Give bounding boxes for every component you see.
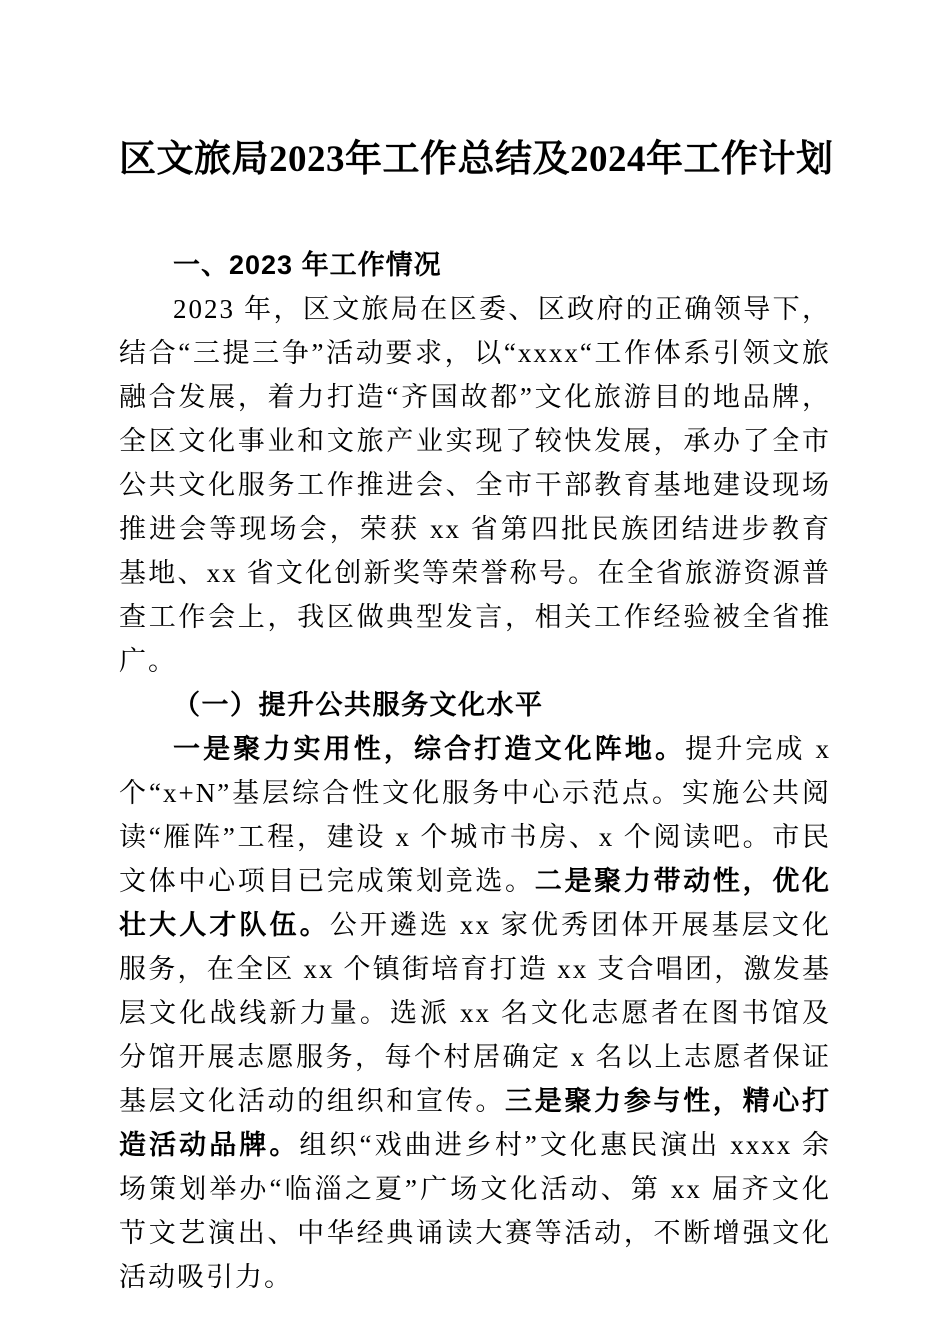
subsection-paragraph — [119, 727, 831, 1299]
text-run: 组织“戏曲进乡村”文化惠民演出 xxxx 余场策划举办“临淄之夏”广场文化活动、第 xx 届齐文化节文艺演出、中华经典诵读大赛等活动，不断增强文化活动吸引力。 — [119, 1130, 832, 1292]
emphasis-run: 一是聚力实用性，综合打造文化阵地。 — [173, 734, 686, 764]
text-run: 公开遴选 xx 家优秀团体开展基层文化服务，在全区 xx 个镇街培育打造 xx 支合唱团，激发基层文化战线新力量。选派 xx 名文化志愿者在图书馆及分馆开展志愿服务，每个村居确定 x 名以上志愿者保证基层文化活动的组织和宣传。 — [119, 910, 832, 1116]
emphasis-run: 二是聚力带动性，优化壮大人才队伍。 — [119, 866, 832, 940]
document-title: 区文旅局2023年工作总结及2024年工作计划 — [119, 139, 834, 180]
emphasis-run: 三是聚力参与性，精心打造活动品牌。 — [119, 1086, 832, 1160]
opening-paragraph: 2023 年，区文旅局在区委、区政府的正确领导下，结合“三提三争”活动要求，以“xxxx“工作体系引领文旅融合发展，着力打造“齐国故都”文化旅游目的地品牌，全区文化事业和文旅产业实现了较快发展，承办了全市公共文化服务工作推进会、全市干部教育基地建设现场推进会等现场会，荣获 xx 省第四批民族团结进步教育基地、xx 省文化创新奖等荣誉称号。在全省旅游资源普查工作会上，我区做典型发言，相关工作经验被全省推广。 — [119, 294, 831, 676]
section-heading-2023-work: 一、2023 年工作情况 — [173, 250, 442, 280]
text-run: 提升完成 x 个“x+N”基层综合性文化服务中心示范点。实施公共阅读“雁阵”工程，建设 x 个城市书房、x 个阅读吧。市民文体中心项目已完成策划竞选。 — [119, 734, 831, 896]
subsection-heading-public-service: （一）提升公共服务文化水平 — [173, 690, 544, 720]
